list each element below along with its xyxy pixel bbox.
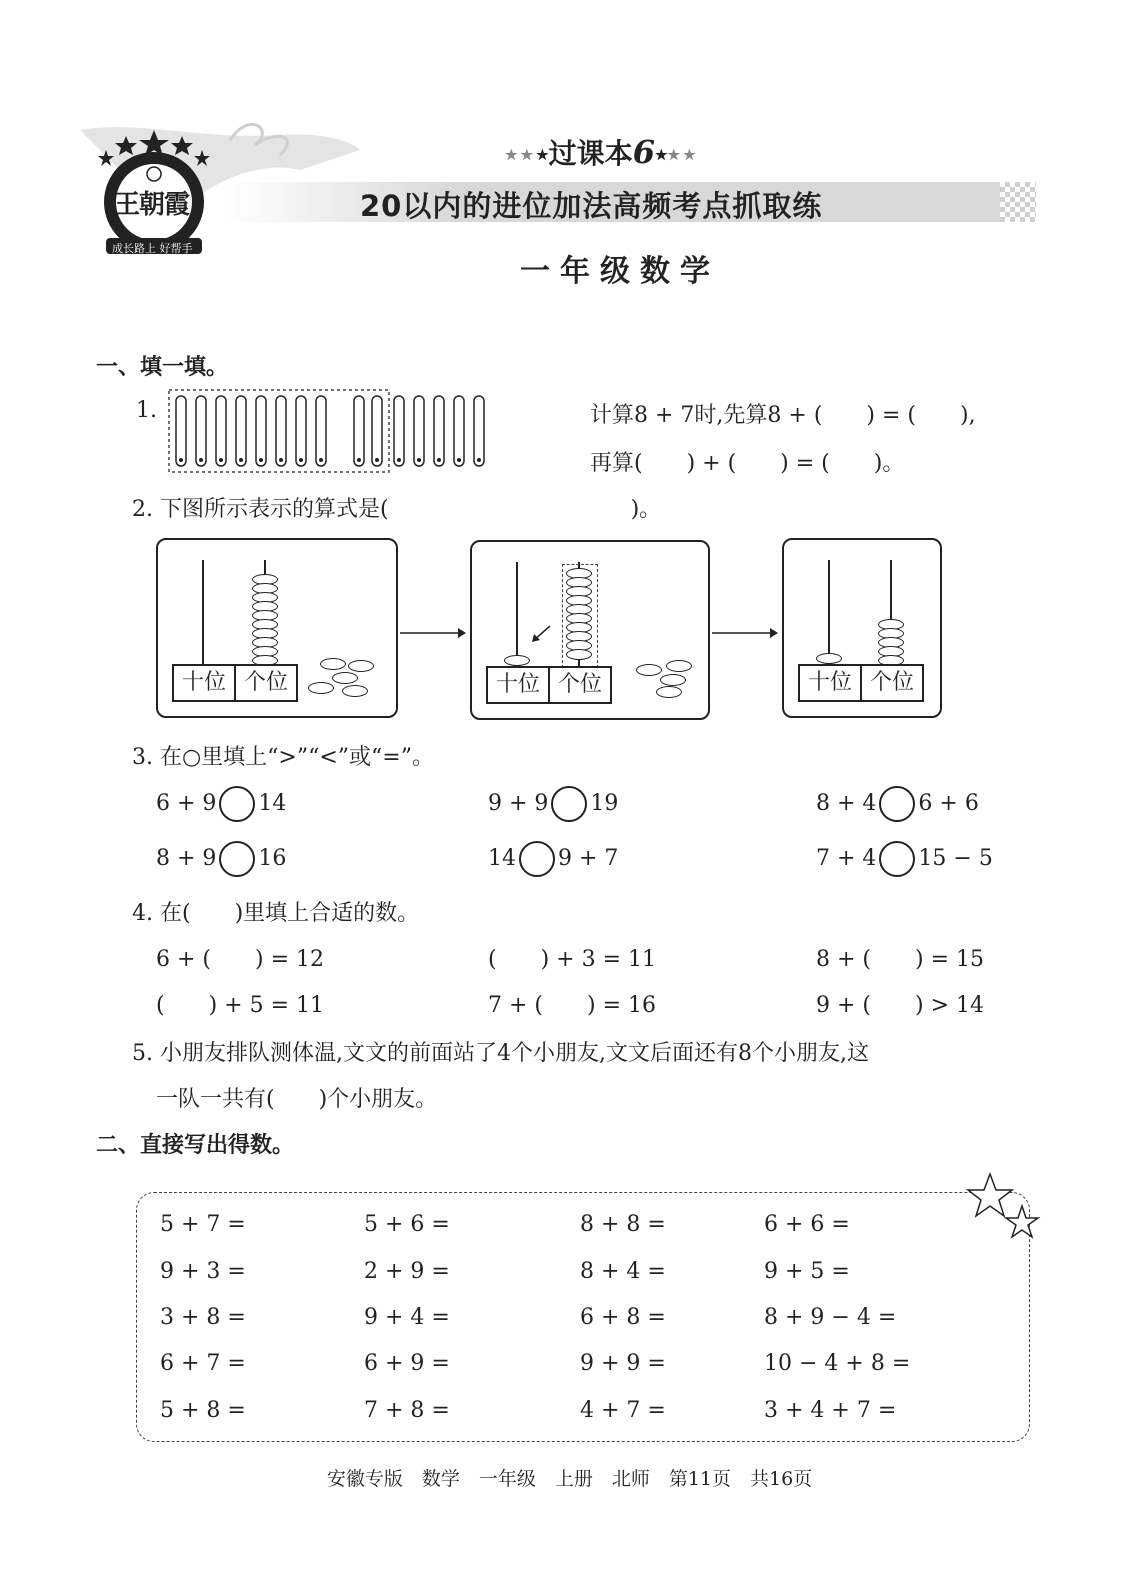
q5-line1: 5. 小朋友排队测体温,文文的前面站了4个小朋友,文文后面还有8个小朋友,这 (132, 1041, 869, 1066)
fill-item[interactable]: 9 + ( ) > 14 (816, 993, 984, 1018)
compare-item: 6 + 9 14 (156, 786, 286, 822)
compare-item: 7 + 4 15 − 5 (816, 841, 993, 877)
calc-item[interactable]: 3 + 8 = (160, 1305, 246, 1330)
pencil-bundle-figure (166, 388, 496, 478)
calc-item[interactable]: 8 + 8 = (580, 1212, 666, 1237)
calc-item[interactable]: 7 + 8 = (364, 1398, 450, 1423)
q3-text: 3. 在○里填上“>”“<”或“=”。 (132, 745, 434, 770)
calc-item[interactable]: 5 + 6 = (364, 1212, 450, 1237)
star-icon: ★★ (667, 147, 699, 164)
compare-item: 8 + 4 6 + 6 (816, 786, 979, 822)
tens-label: 十位 (181, 670, 226, 695)
calc-item[interactable]: 10 − 4 + 8 = (764, 1351, 911, 1376)
move-arrow-icon (530, 624, 554, 644)
checker-decoration (1000, 182, 1036, 222)
calc-item[interactable]: 5 + 7 = (160, 1212, 246, 1237)
calc-item[interactable]: 6 + 8 = (580, 1305, 666, 1330)
page-subtitle: 一年级数学 (520, 254, 720, 289)
answer-circle[interactable] (879, 841, 915, 877)
q4-text: 4. 在( )里填上合适的数。 (132, 901, 420, 926)
stars-decoration-icon (966, 1172, 1042, 1246)
tens-label: 十位 (495, 672, 540, 697)
answer-circle[interactable] (551, 786, 587, 822)
ones-label: 个位 (548, 668, 610, 702)
q2-text: 2. 下图所示表示的算式是( )。 (132, 497, 662, 522)
star-icon: ★ (536, 147, 549, 164)
page-footer: 安徽专版 数学 一年级 上册 北师 第11页 共16页 (326, 1468, 813, 1490)
fill-item[interactable]: ( ) + 5 = 11 (156, 993, 324, 1018)
fill-item[interactable]: ( ) + 3 = 11 (488, 947, 656, 972)
calc-item[interactable]: 6 + 9 = (364, 1351, 450, 1376)
calc-item[interactable]: 4 + 7 = (580, 1398, 666, 1423)
calc-item[interactable]: 6 + 7 = (160, 1351, 246, 1376)
answer-circle[interactable] (219, 786, 255, 822)
q5-line2: 一队一共有( )个小朋友。 (156, 1087, 438, 1112)
arrow-icon (400, 626, 466, 640)
tens-label: 十位 (807, 670, 852, 695)
ones-label: 个位 (860, 666, 922, 700)
q1-line2: 再算( ) + ( ) = ( )。 (590, 451, 905, 476)
section1-heading: 一、填一填。 (96, 355, 229, 380)
star-icon: ★ (654, 147, 668, 164)
calc-item[interactable]: 5 + 8 = (160, 1398, 246, 1423)
compare-item: 9 + 9 19 (488, 786, 618, 822)
q1-line1: 计算8 + 7时,先算8 + ( ) = ( ), (590, 403, 976, 428)
calc-item[interactable]: 8 + 4 = (580, 1259, 666, 1284)
answer-circle[interactable] (879, 786, 915, 822)
logo-slogan: 成长路上 好帮手 (112, 242, 193, 255)
arrow-icon (712, 626, 778, 640)
section2-heading: 二、直接写出得数。 (96, 1133, 295, 1158)
page-title: 20以内的进位加法高频考点抓取练 (360, 189, 823, 223)
abacus-step3 (782, 538, 942, 718)
series-title: ★★★过课本6★★★ (505, 133, 699, 171)
logo-name: 王朝霞 (114, 190, 190, 220)
calc-item[interactable]: 8 + 9 − 4 = (764, 1305, 897, 1330)
answer-circle[interactable] (219, 841, 255, 877)
abacus-step1 (156, 538, 398, 718)
ones-label: 个位 (234, 666, 296, 700)
calc-item[interactable]: 9 + 5 = (764, 1259, 850, 1284)
fill-item[interactable]: 6 + ( ) = 12 (156, 947, 324, 972)
calc-item[interactable]: 9 + 9 = (580, 1351, 666, 1376)
q1-number: 1. (136, 398, 157, 423)
calc-item[interactable]: 2 + 9 = (364, 1259, 450, 1284)
abacus-step2 (470, 540, 710, 720)
star-icon: ★★ (505, 147, 537, 164)
calc-item[interactable]: 9 + 3 = (160, 1259, 246, 1284)
calc-item[interactable]: 3 + 4 + 7 = (764, 1398, 897, 1423)
fill-item[interactable]: 8 + ( ) = 15 (816, 947, 984, 972)
calc-item[interactable]: 9 + 4 = (364, 1305, 450, 1330)
calc-item[interactable]: 6 + 6 = (764, 1212, 850, 1237)
fill-item[interactable]: 7 + ( ) = 16 (488, 993, 656, 1018)
compare-item: 8 + 9 16 (156, 841, 286, 877)
answer-circle[interactable] (519, 841, 555, 877)
compare-item: 14 9 + 7 (488, 841, 618, 877)
